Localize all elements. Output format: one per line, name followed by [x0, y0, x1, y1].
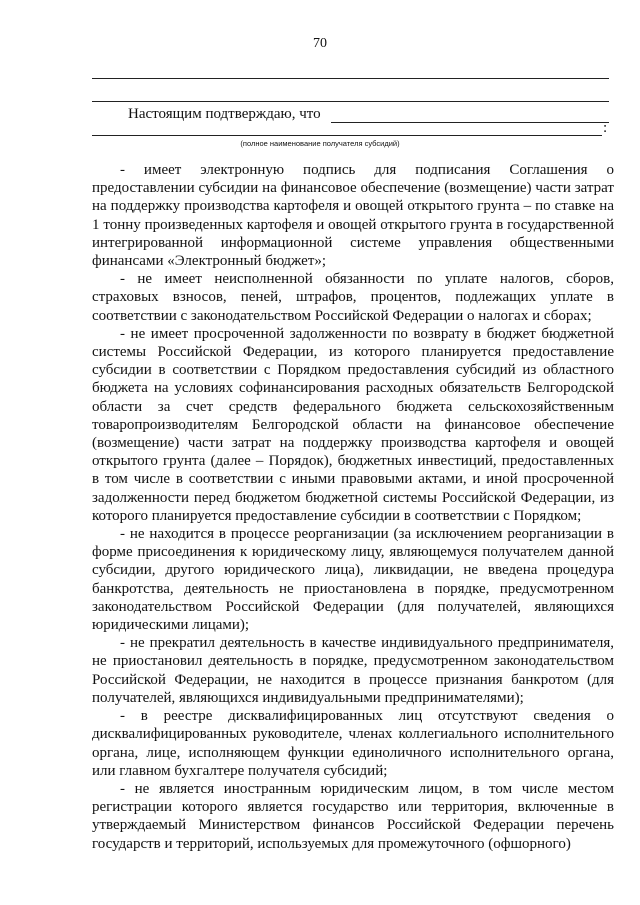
blank-line-2: [92, 101, 609, 102]
item-not-foreign-entity: - не является иностранным юридическим лицом, в том числе местом регистрации которого является государство или территория, включенные в утверждаемый Министерством финансов Российской Федерации перечень государств и территорий, используемых для промежуточного (офшорного): [92, 780, 614, 852]
confirm-label: Настоящим подтверждаю, что: [128, 106, 321, 122]
item-entrepreneur-active: - не прекратил деятельность в качестве индивидуального предпринимателя, не приостановил деятельность в порядке, предусмотренном законодательством Российской Федерации, не находится в процессе признания банкротом (для получателей, являющихся индивидуальными предпринимателями);: [92, 635, 614, 706]
recipient-name-line: [331, 122, 609, 123]
recipient-caption: (полное наименование получателя субсидий): [240, 139, 400, 148]
blank-line-3: [92, 135, 602, 136]
item-no-overdue-debt: - не имеет просроченной задолженности по возврату в бюджет бюджетной системы Российской Федерации, из которого планируется предоставление субсидии в соответствии с Порядком предоставления субсидий из областного бюджета на условиях софинансирования расходных обязательств Белгородской области за счет средств федерального бюджета сельскохозяйственным товаропроизводителям Белгородской области на финансовое обеспечение (возмещение) части затрат на поддержку производства картофеля и овощей открытого грунта (далее – Порядок), бюджетных инвестиций, предоставленных в том числе в соответствии с иными правовыми актами, и иной просроченной задолженности перед бюджетом бюджетной системы Российской Федерации, из которого планируется предоставление субсидии в соответствии с Порядком;: [92, 325, 614, 524]
page-number: 70: [313, 36, 327, 51]
blank-line-1: [92, 78, 609, 79]
item-no-tax-debt: - не имеет неисполненной обязанности по уплате налогов, сборов, страховых взносов, пеней, штрафов, процентов, подлежащих уплате в соответствии с законодательством Российской Федерации о налогах и сборах;: [92, 271, 614, 324]
colon-mark: :: [603, 120, 608, 136]
body-text: [92, 161, 614, 853]
item-disqualified-registry: - в реестре дисквалифицированных лиц отсутствуют сведения о дисквалифицированных руководителе, членах коллегиального исполнительного органа, лице, исполняющем функции единоличного исполнительного органа, или главном бухгалтере получателя субсидий;: [92, 708, 614, 779]
item-not-in-reorganization: - не находится в процессе реорганизации (за исключением реорганизации в форме присоединения к юридическому лицу, являющемуся получателем данной субсидии, другого юридического лица), ликвидации, не введена процедура банкротства, деятельность не приостановлена в порядке, предусмотренном законодательством Российской Федерации (для получателей, являющихся юридическими лицами);: [92, 526, 614, 634]
item-electronic-signature: - имеет электронную подпись для подписания Соглашения о предоставлении субсидии на финансовое обеспечение (возмещение) части затрат на поддержку производства картофеля и овощей открытого грунта – по ставке на 1 тонну произведенных картофеля и овощей открытого грунта в государственной интегрированной информационной системе управления общественными финансами «Электронный бюджет»;: [92, 162, 614, 270]
